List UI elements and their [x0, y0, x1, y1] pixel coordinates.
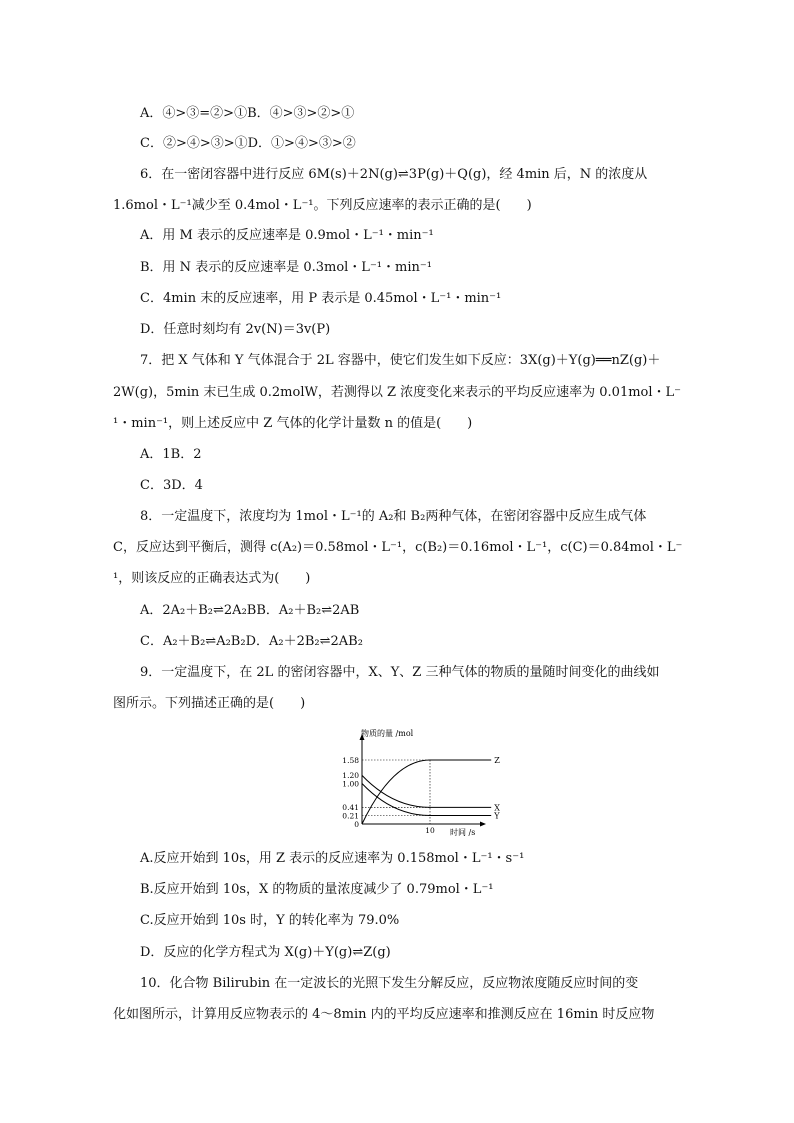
line-19: 9．一定温度下，在 2L 的密闭容器中，X、Y、Z 三种气体的物质的量随时间变化的曲线如 [140, 665, 660, 680]
series-line-y [362, 784, 491, 816]
line-8: D．任意时刻均有 2v(N)＝3v(P) [140, 322, 331, 337]
line-6: B．用 N 表示的反应速率是 0.3mol・L⁻¹・min⁻¹ [140, 260, 432, 275]
line-17: A．2A₂＋B₂⇌2A₂BB．A₂＋B₂⇌2AB [140, 603, 360, 618]
line-7: C．4min 末的反应速率，用 P 表示是 0.45mol・L⁻¹・min⁻¹ [140, 291, 502, 306]
line-26: 化如图所示，计算用反应物表示的 4～8min 内的平均反应速率和推测反应在 16min 时反应物 [113, 1007, 655, 1022]
line-10: 2W(g)，5min 末已生成 0.2molW，若测得以 Z 浓度变化来表示的平均反应速率为 0.01mol・L⁻ [113, 385, 682, 400]
x-tick-label: 10 [425, 826, 435, 835]
x-axis-arrow [480, 822, 486, 827]
line-25: 10．化合物 Bilirubin 在一定波长的光照下发生分解反应，反应物浓度随反应时间的变 [140, 976, 639, 991]
line-20: 图所示。下列描述正确的是( ) [113, 696, 306, 711]
line-11: ¹・min⁻¹，则上述反应中 Z 气体的化学计量数 n 的值是( ) [113, 416, 473, 431]
y-tick-label: 1.20 [342, 771, 359, 781]
line-21: A.反应开始到 10s，用 Z 表示的反应速率为 0.158mol・L⁻¹・s⁻¹ [140, 851, 525, 866]
line-16: ¹，则该反应的正确表达式为( ) [113, 571, 311, 586]
y-tick-label: 1.58 [342, 755, 359, 765]
line-4: 1.6mol・L⁻¹减少至 0.4mol・L⁻¹。下列反应速率的表示正确的是( ) [113, 198, 532, 213]
line-22: B.反应开始到 10s，X 的物质的量浓度减少了 0.79mol・L⁻¹ [140, 882, 494, 897]
series-label-z: Z [494, 756, 500, 766]
amount-time-chart [322, 728, 500, 838]
line-24: D．反应的化学方程式为 X(g)＋Y(g)⇌Z(g) [140, 945, 391, 960]
line-13: C．3D．4 [140, 478, 203, 493]
series-line-x [362, 775, 491, 807]
y-tick-label: 0.41 [342, 803, 359, 813]
line-1: A．④>③=②>①B．④>③>②>① [140, 106, 355, 121]
line-12: A．1B．2 [140, 447, 202, 462]
line-18: C．A₂＋B₂⇌A₂B₂D．A₂＋2B₂⇌2AB₂ [140, 634, 363, 649]
line-2: C．②>④>③>①D．①>④>③>② [140, 136, 356, 151]
y-axis-label: 物质的量 /mol [361, 729, 414, 738]
line-3: 6．在一密闭容器中进行反应 6M(s)＋2N(g)⇌3P(g)＋Q(g)，经 4min 后，N 的浓度从 [140, 167, 648, 182]
line-5: A．用 M 表示的反应速率是 0.9mol・L⁻¹・min⁻¹ [140, 228, 434, 243]
line-14: 8．一定温度下，浓度均为 1mol・L⁻¹的 A₂和 B₂两种气体，在密闭容器中反应生成气体 [140, 509, 647, 524]
y-tick-label: 0.21 [342, 811, 359, 821]
line-9: 7．把 X 气体和 Y 气体混合于 2L 容器中，使它们发生如下反应：3X(g)＋Y(g)══nZ(g)＋ [140, 353, 661, 368]
series-label-y: Y [494, 811, 500, 821]
series-label-x: X [494, 803, 500, 813]
y-tick-label: 0 [354, 819, 359, 829]
y-tick-label: 1.00 [342, 779, 359, 789]
x-axis-label: 时间 /s [450, 828, 476, 837]
line-23: C.反应开始到 10s 时，Y 的转化率为 79.0% [140, 913, 400, 928]
line-15: C，反应达到平衡后，测得 c(A₂)＝0.58mol・L⁻¹，c(B₂)＝0.16mol・L⁻¹，c(C)＝0.84mol・L⁻ [113, 540, 683, 555]
